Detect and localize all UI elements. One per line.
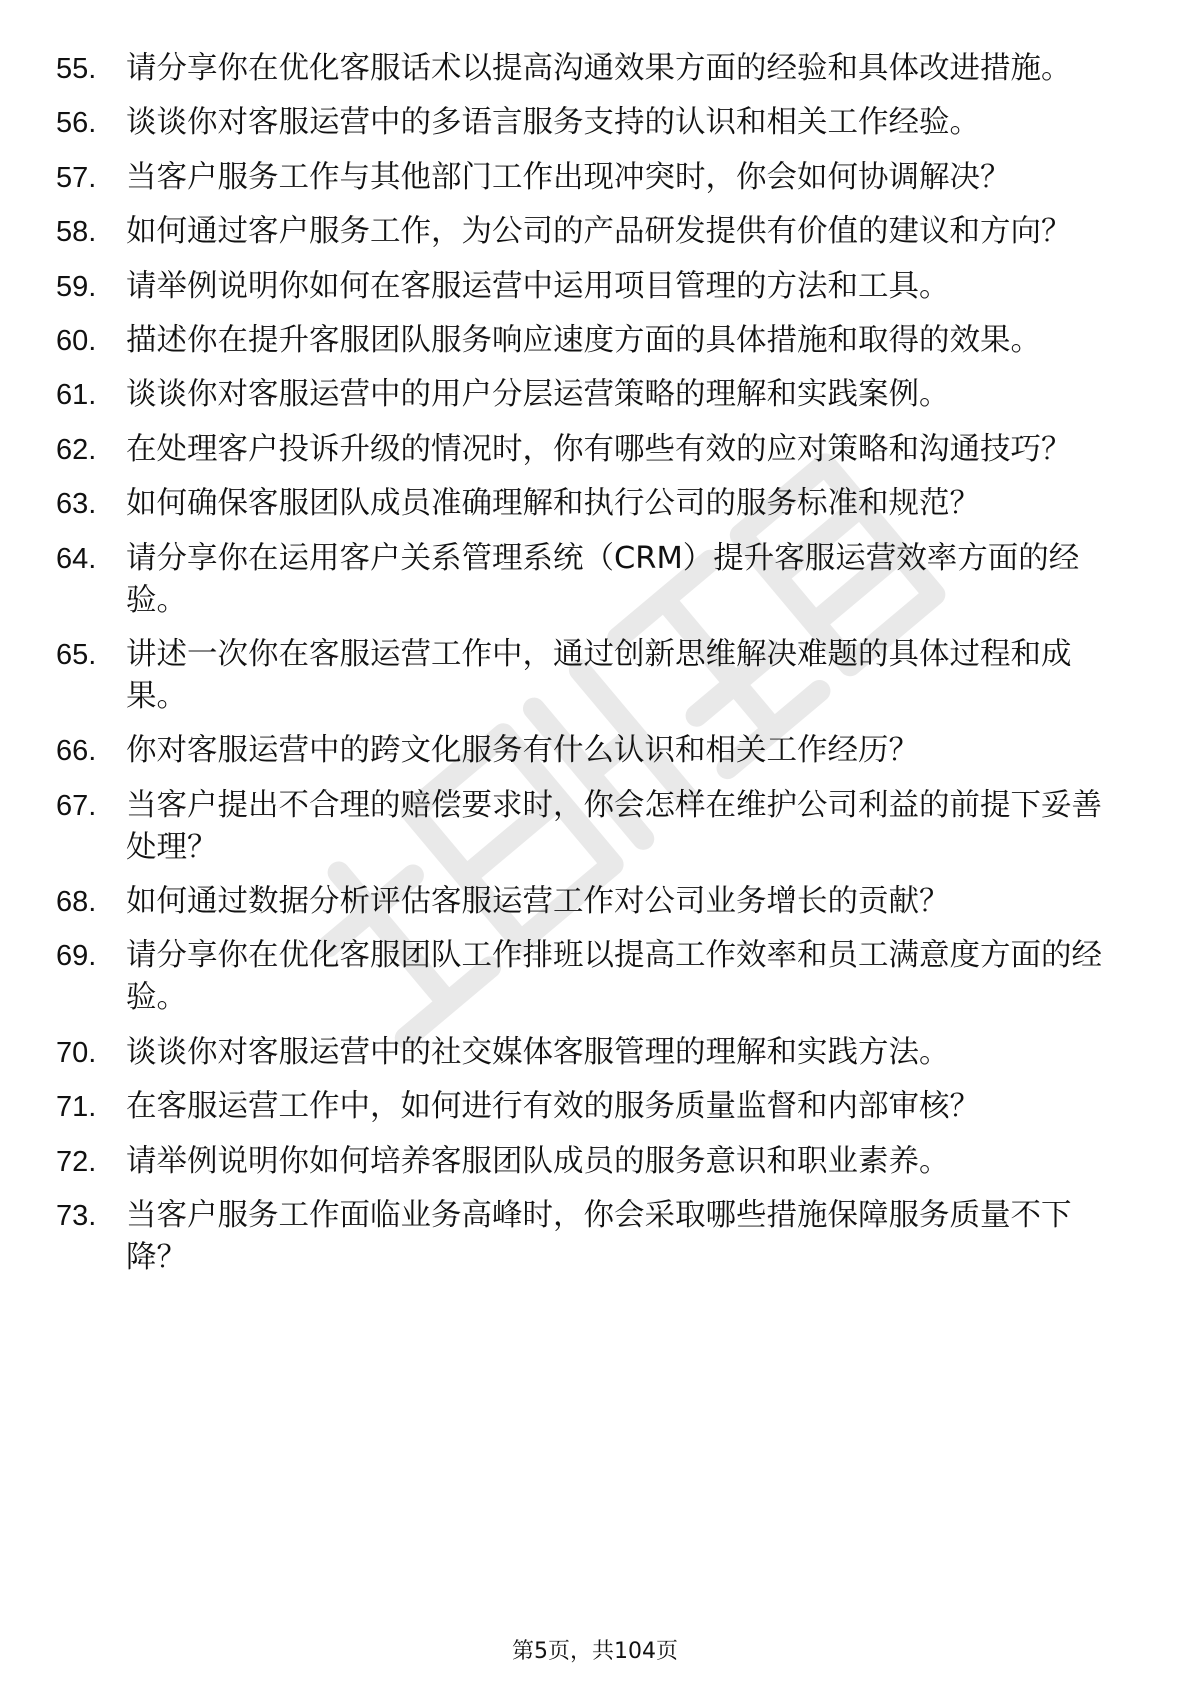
question-text: 谈谈你对客服运营中的多语言服务支持的认识和相关工作经验。 bbox=[126, 105, 980, 141]
question-text: 如何通过数据分析评估客服运营工作对公司业务增长的贡献？ bbox=[126, 884, 950, 920]
question-item bbox=[0, 1032, 1190, 1074]
question-item bbox=[0, 935, 1190, 1019]
question-text: 请举例说明你如何培养客服团队成员的服务意识和职业素养。 bbox=[126, 1143, 950, 1179]
question-number: 68. bbox=[56, 886, 97, 919]
question-text: 请分享你在运用客户关系管理系统（CRM）提升客服运营效率方面的经验。 bbox=[126, 540, 1080, 618]
question-list bbox=[0, 48, 1190, 1291]
question-number: 72. bbox=[56, 1145, 97, 1178]
question-item bbox=[0, 102, 1190, 144]
question-item bbox=[0, 1141, 1190, 1183]
question-number: 64. bbox=[56, 542, 97, 575]
question-text: 请分享你在优化客服话术以提高沟通效果方面的经验和具体改进措施。 bbox=[126, 51, 1072, 86]
question-item bbox=[0, 266, 1190, 308]
question-text: 谈谈你对客服运营中的用户分层运营策略的理解和实践案例。 bbox=[126, 377, 950, 413]
question-item bbox=[0, 730, 1190, 772]
question-number: 61. bbox=[56, 379, 97, 412]
question-item bbox=[0, 1086, 1190, 1128]
question-text: 当客户提出不合理的赔偿要求时，你会怎样在维护公司利益的前提下妥善处理？ bbox=[126, 787, 1102, 865]
question-text: 如何确保客服团队成员准确理解和执行公司的服务标准和规范？ bbox=[126, 486, 980, 522]
question-text: 当客户服务工作与其他部门工作出现冲突时，你会如何协调解决？ bbox=[126, 159, 1011, 195]
question-item bbox=[0, 429, 1190, 471]
question-text: 请举例说明你如何在客服运营中运用项目管理的方法和工具。 bbox=[126, 268, 950, 304]
question-item bbox=[0, 1195, 1190, 1279]
question-number: 70. bbox=[56, 1036, 97, 1069]
question-item bbox=[0, 785, 1190, 869]
question-item bbox=[0, 211, 1190, 253]
question-text: 请分享你在优化客服团队工作排班以提高工作效率和员工满意度方面的经验。 bbox=[126, 938, 1102, 1016]
question-item bbox=[0, 48, 1190, 90]
question-number: 65. bbox=[56, 638, 97, 671]
question-number: 57. bbox=[56, 161, 97, 194]
question-item bbox=[0, 374, 1190, 416]
question-text: 描述你在提升客服团队服务响应速度方面的具体措施和取得的效果。 bbox=[126, 322, 1041, 358]
question-text: 你对客服运营中的跨文化服务有什么认识和相关工作经历？ bbox=[126, 733, 919, 769]
question-number: 69. bbox=[56, 940, 97, 973]
question-item bbox=[0, 538, 1190, 622]
question-number: 73. bbox=[56, 1200, 97, 1233]
question-number: 58. bbox=[56, 216, 97, 249]
page-footer bbox=[0, 1637, 1190, 1667]
question-item bbox=[0, 483, 1190, 525]
question-item bbox=[0, 157, 1190, 199]
question-text: 在处理客户投诉升级的情况时，你有哪些有效的应对策略和沟通技巧？ bbox=[126, 431, 1072, 467]
question-text: 讲述一次你在客服运营工作中，通过创新思维解决难题的具体过程和成果。 bbox=[126, 636, 1072, 714]
question-number: 71. bbox=[56, 1091, 97, 1124]
question-number: 67. bbox=[56, 789, 97, 822]
question-text: 当客户服务工作面临业务高峰时，你会采取哪些措施保障服务质量不下降？ bbox=[126, 1198, 1072, 1276]
page-number-label: 第5页，共104页 bbox=[512, 1639, 678, 1664]
question-number: 56. bbox=[56, 107, 97, 140]
question-item bbox=[0, 634, 1190, 718]
question-number: 63. bbox=[56, 488, 97, 521]
question-text: 在客服运营工作中，如何进行有效的服务质量监督和内部审核？ bbox=[126, 1089, 980, 1125]
question-item bbox=[0, 881, 1190, 923]
question-text: 如何通过客户服务工作，为公司的产品研发提供有价值的建议和方向？ bbox=[126, 214, 1072, 250]
question-number: 66. bbox=[56, 735, 97, 768]
question-item bbox=[0, 320, 1190, 362]
question-text: 谈谈你对客服运营中的社交媒体客服管理的理解和实践方法。 bbox=[126, 1034, 950, 1070]
question-number: 59. bbox=[56, 270, 97, 303]
question-number: 62. bbox=[56, 433, 97, 466]
question-number: 60. bbox=[56, 324, 97, 357]
question-number: 55. bbox=[56, 53, 97, 85]
